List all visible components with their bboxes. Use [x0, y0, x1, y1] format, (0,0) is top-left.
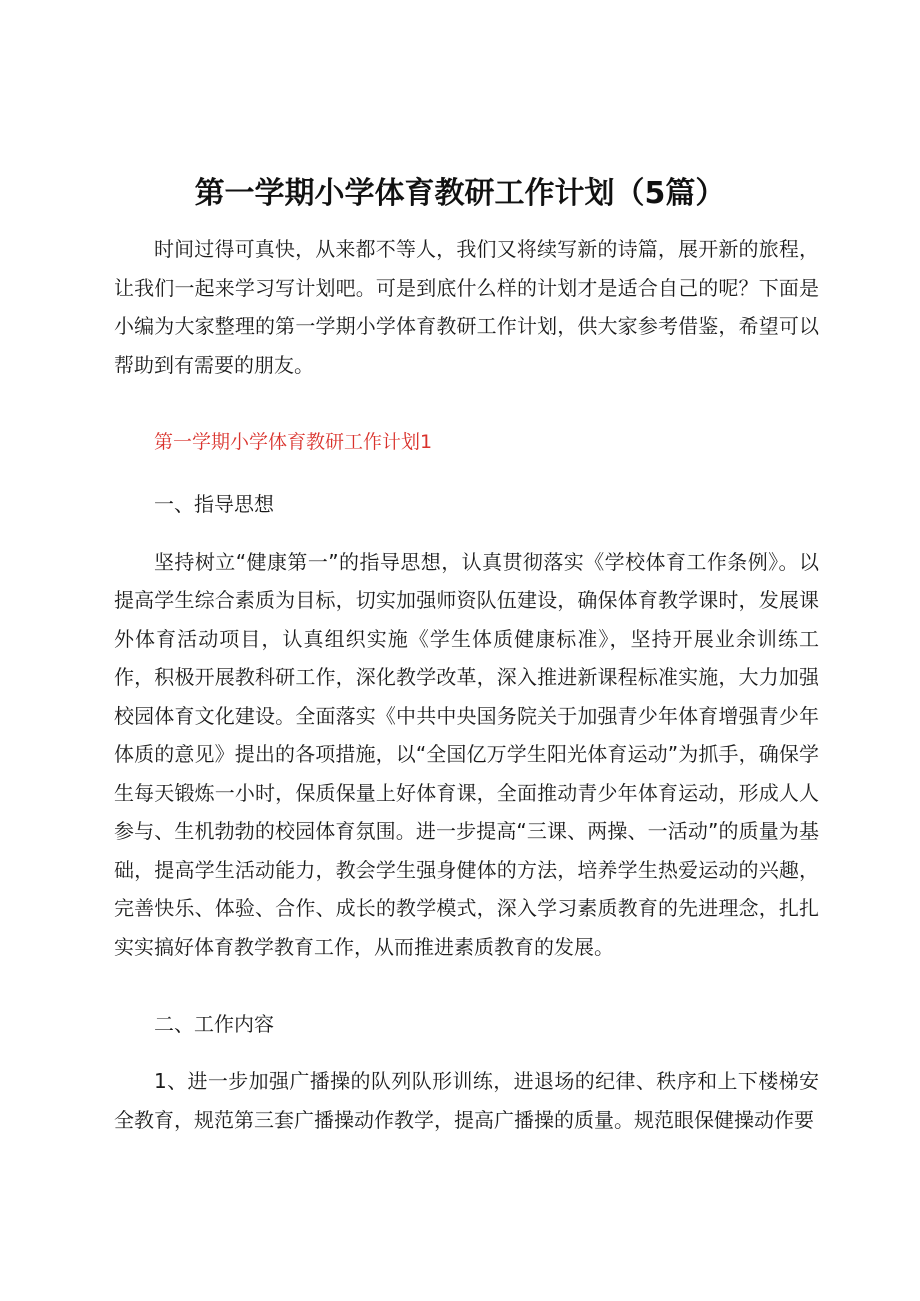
section-heading-guiding-ideology: 一、指导思想: [154, 492, 274, 516]
intro-paragraph: 时间过得可真快，从来都不等人，我们又将续写新的诗篇，展开新的旅程，让我们一起来学习写计划吧。可是到底什么样的计划才是适合自己的呢？下面是小编为大家整理的第一学期小学体育教研工作计划，供大家参考借鉴，希望可以帮助到有需要的朋友。: [114, 237, 819, 377]
document-title: 第一学期小学体育教研工作计划（5篇）: [194, 176, 726, 211]
section-heading-work-content: 二、工作内容: [154, 1011, 274, 1036]
document-body: [114, 230, 819, 1139]
section-title: 第一学期小学体育教研工作计划1: [154, 430, 433, 453]
guiding-ideology-paragraph: 坚持树立“健康第一”的指导思想，认真贯彻落实《学校体育工作条例》。以提高学生综合素质为目标，切实加强师资队伍建设，确保体育教学课时，发展课外体育活动项目，认真组织实施《学生体质健康标准》，坚持开展业余训练工作，积极开展教科研工作，深化教学改革，深入推进新课程标准实施，大力加强校园体育文化建设。全面落实《中共中央国务院关于加强青少年体育增强青少年体质的意见》提出的各项措施，以“全国亿万学生阳光体育运动”为抓手，确保学生每天锻炼一小时，保质保量上好体育课，全面推动青少年体育运动，形成人人参与、生机勃勃的校园体育氛围。进一步提高“三课、两操、一活动”的质量为基础，提高学生活动能力，教会学生强身健体的方法，培养学生热爱运动的兴趣，完善快乐、体验、合作、成长的教学模式，深入学习素质教育的先进理念，扎扎实实搞好体育教学教育工作，从而推进素质教育的发展。: [114, 549, 819, 959]
work-content-paragraph: 1、进一步加强广播操的队列队形训练，进退场的纪律、秩序和上下楼梯安全教育，规范第三套广播操动作教学，提高广播操的质量。规范眼保健操动作要: [114, 1069, 819, 1132]
